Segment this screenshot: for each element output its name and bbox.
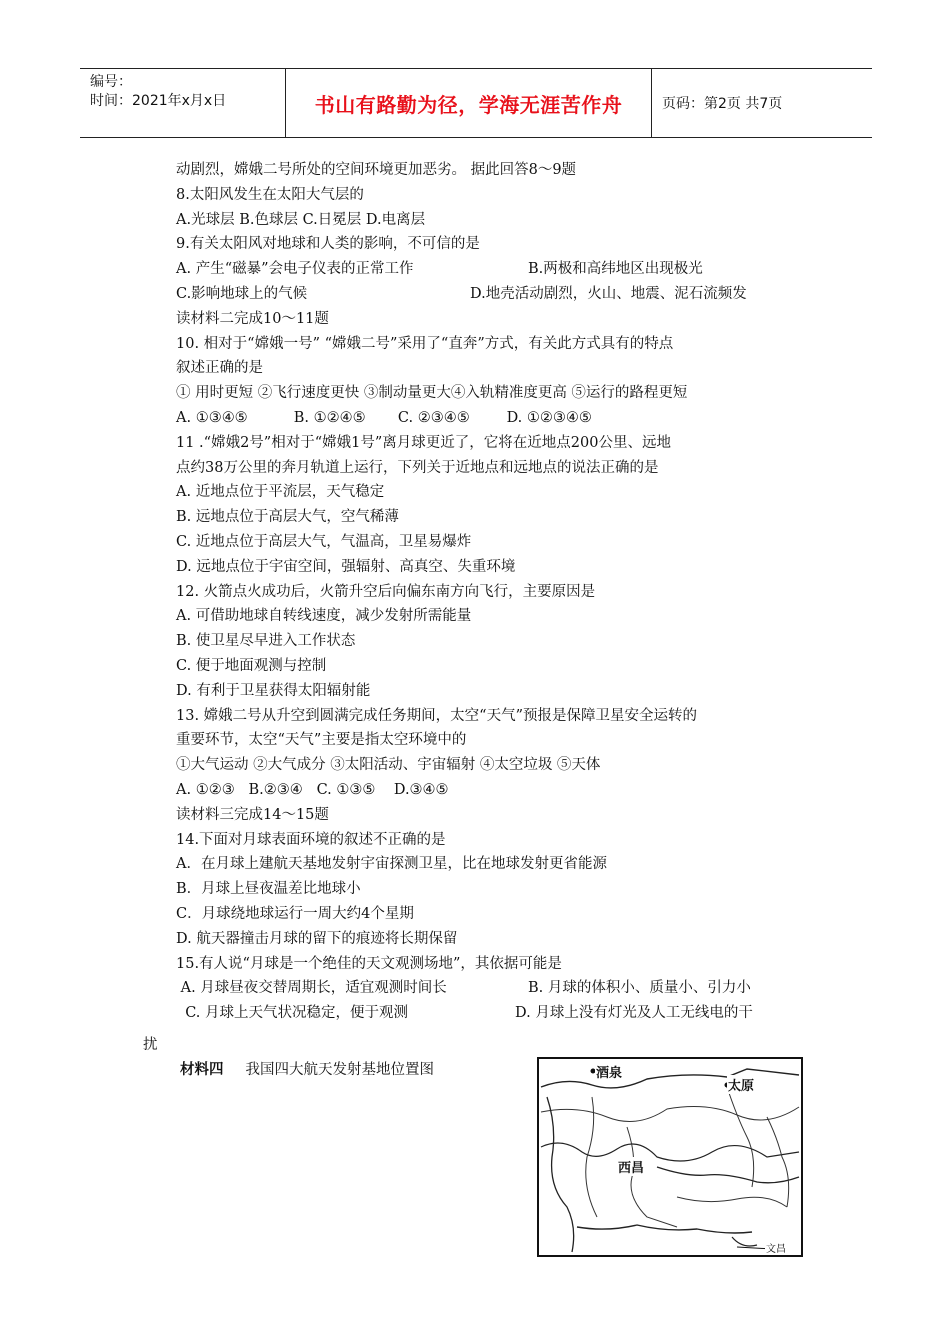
map-label-xichang: 西昌	[617, 1157, 645, 1176]
document-number: 编号：	[90, 74, 132, 90]
text-line: B．月球上昼夜温差比地球小	[176, 881, 361, 898]
option-row	[176, 1001, 826, 1026]
text-line: 9.有关太阳风对地球和人类的影响，不可信的是	[176, 236, 480, 253]
text-line: A．在月球上建航天基地发射宇宙探测卫星，比在地球发射更省能源	[176, 856, 607, 873]
page-number: 页码：第2页 共7页	[662, 96, 783, 112]
text-line: 10. 相对于“嫦娥一号” “嫦娥二号”采用了“直奔”方式，有关此方式具有的特点	[176, 335, 674, 352]
map-label-wenchang: 文昌	[765, 1240, 787, 1255]
text-line: 点约38万公里的奔月轨道上运行，下列关于近地点和远地点的说法正确的是	[176, 459, 659, 476]
launch-base-map	[537, 1057, 803, 1257]
option-a: A. 产生“磁暴”会电子仪表的正常工作	[176, 261, 414, 278]
header-motto-cell	[285, 69, 652, 137]
map-drawing	[537, 1057, 803, 1257]
text-line: C. 近地点位于高层大气，气温高，卫星易爆炸	[176, 533, 472, 550]
figure-caption	[180, 1058, 434, 1079]
text-line: ①大气运动 ②大气成分 ③太阳活动、宇宙辐射 ④太空垃圾 ⑤天体	[176, 757, 601, 774]
text-line: 读材料二完成10～11题	[176, 310, 329, 327]
option-d: D. 月球上没有灯光及人工无线电的干	[515, 1005, 753, 1022]
text-line: A. 近地点位于平流层，天气稳定	[176, 484, 385, 501]
text-line: B. 远地点位于高层大气，空气稀薄	[176, 509, 399, 526]
text-line: 14.下面对月球表面环境的叙述不正确的是	[176, 831, 446, 848]
option-d: D.地壳活动剧烈，火山、地震、泥石流频发	[470, 285, 747, 302]
caption-text: 我国四大航天发射基地位置图	[245, 1062, 434, 1078]
text-line: 重要环节，太空“天气”主要是指太空环境中的	[176, 732, 467, 749]
option-row	[176, 257, 826, 282]
text-line: ① 用时更短 ②飞行速度更快 ③制动量更大④入轨精准度更高 ⑤运行的路程更短	[176, 385, 688, 402]
text-line: 15.有人说“月球是一个绝佳的天文观测场地”，其依据可能是	[176, 955, 562, 972]
text-line: D. 航天器撞击月球的留下的痕迹将长期保留	[176, 930, 458, 947]
option-c: C. 月球上天气状况稳定，便于观测	[176, 1005, 409, 1022]
text-line: C. 便于地面观测与控制	[176, 657, 327, 674]
text-line: A.光球层 B.色球层 C.日冕层 D.电离层	[176, 211, 426, 228]
text-line: B. 使卫星尽早进入工作状态	[176, 633, 356, 650]
map-label-jiuquan: 酒泉	[595, 1062, 623, 1081]
text-line: A. 可借助地球自转线速度，减少发射所需能量	[176, 608, 472, 625]
text-line: 8.太阳风发生在太阳大气层的	[176, 186, 364, 203]
document-time: 时间：2021年x月x日	[90, 93, 227, 109]
option-c: C.影响地球上的气候	[176, 285, 308, 302]
text-line: 叙述正确的是	[176, 360, 263, 377]
motto: 书山有路勤为径，学海无涯苦作舟	[314, 92, 623, 117]
option-a: A. 月球昼夜交替周期长，适宜观测时间长	[176, 980, 447, 997]
text-line: 11 .“嫦娥2号”相对于“嫦娥1号”离月球更近了，它将在近地点200公里、远地	[176, 434, 671, 451]
text-line: D. 有利于卫星获得太阳辐射能	[176, 682, 371, 699]
page-header	[80, 68, 872, 138]
text-line: D. 远地点位于宇宙空间，强辐射、高真空、失重环境	[176, 558, 516, 575]
text-line: A. ①③④⑤ B. ①②④⑤ C. ②③④⑤ D. ①②③④⑤	[176, 409, 592, 426]
text-line: 读材料三完成14～15题	[176, 806, 329, 823]
question-content	[176, 158, 826, 1026]
text-line: 13. 嫦娥二号从升空到圆满完成任务期间，太空“天气”预报是保障卫星安全运转的	[176, 707, 697, 724]
option-b: B.两极和高纬地区出现极光	[528, 261, 703, 278]
text-line: A. ①②③ B.②③④ C. ①③⑤ D.③④⑤	[176, 781, 449, 798]
text-line: 12. 火箭点火成功后，火箭升空后向偏东南方向飞行，主要原因是	[176, 583, 596, 600]
option-row	[176, 976, 826, 1001]
text-line-continuation: 扰	[143, 1037, 158, 1053]
option-row	[176, 282, 826, 307]
caption-label: 材料四	[180, 1061, 224, 1078]
map-label-taiyuan: 太原	[727, 1075, 755, 1094]
text-line: 动剧烈，嫦娥二号所处的空间环境更加恶劣。 据此回答8～9题	[176, 162, 577, 178]
option-b: B. 月球的体积小、质量小、引力小	[528, 980, 751, 997]
header-meta	[80, 69, 285, 137]
text-line: C．月球绕地球运行一周大约4个星期	[176, 905, 414, 922]
